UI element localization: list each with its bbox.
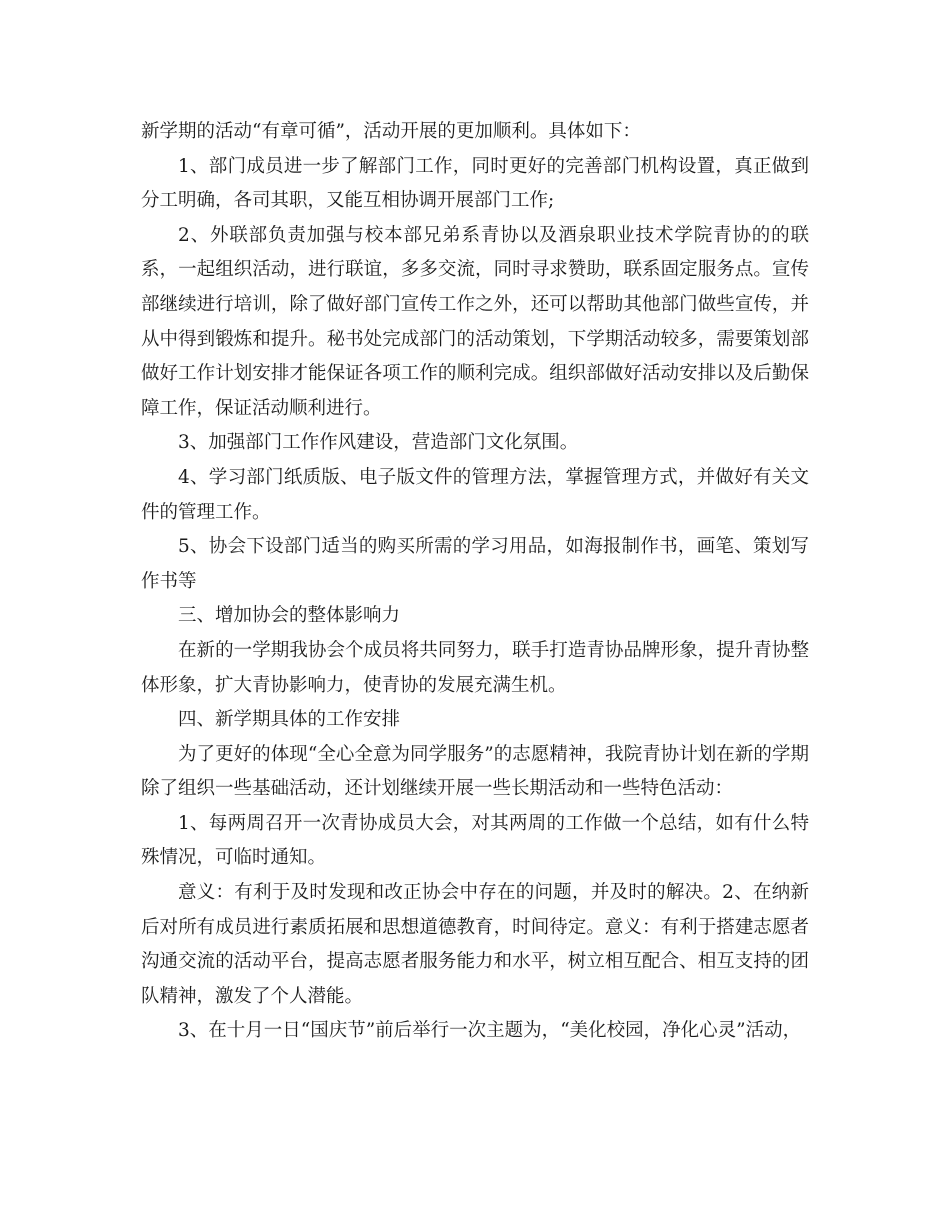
paragraph: 新学期的活动“有章可循”，活动开展的更加顺利。具体如下：: [141, 121, 641, 142]
paragraph: 3、在十月一日“国庆节”前后举行一次主题为，“美化校园，净化心灵”活动，: [178, 1020, 802, 1042]
document-body: [141, 115, 809, 1049]
paragraph: 1、每两周召开一次青协成员大会，对其两周的工作做一个总结，如有什么特殊情况，可临时通知。: [141, 812, 809, 869]
paragraph: 意义：有利于及时发现和改正协会中存在的问题，并及时的解决。2、在纳新后对所有成员进行素质拓展和思想道德教育，时间待定。意义：有利于搭建志愿者沟通交流的活动平台，提高志愿者服务能力和水平，树立相互配合、相互支持的团队精神，激发了个人潜能。: [141, 882, 809, 1007]
paragraph: 4、学习部门纸质版、电子版文件的管理方法，掌握管理方式，并做好有关文件的管理工作。: [141, 466, 809, 523]
paragraph: 1、部门成员进一步了解部门工作，同时更好的完善部门机构设置，真正做到分工明确，各司其职，又能互相协调开展部门工作;: [141, 155, 809, 212]
paragraph: 为了更好的体现“全心全意为同学服务”的志愿精神，我院青协计划在新的学期除了组织一些基础活动，还计划继续开展一些长期活动和一些特色活动：: [141, 743, 809, 800]
section-heading: 四、新学期具体的工作安排: [178, 709, 401, 731]
paragraph: 5、协会下设部门适当的购买所需的学习用品，如海报制作书，画笔、策划写作书等: [141, 536, 809, 592]
section-heading: 三、增加协会的整体影响力: [178, 605, 401, 627]
paragraph: 3、加强部门工作作风建设，营造部门文化氛围。: [178, 432, 579, 454]
paragraph: 2、外联部负责加强与校本部兄弟系青协以及酒泉职业技术学院青协的的联系，一起组织活动，进行联谊，多多交流，同时寻求赞助，联系固定服务点。宣传部继续进行培训，除了做好部门宣传工作之外，还可以帮助其他部门做些宣传，并从中得到锻炼和提升。秘书处完成部门的活动策划，下学期活动较多，需要策划部做好工作计划安排才能保证各项工作的顺利完成。组织部做好活动安排以及后勤保障工作，保证活动顺利进行。: [141, 224, 809, 419]
paragraph: 在新的一学期我协会个成员将共同努力，联手打造青协品牌形象，提升青协整体形象，扩大青协影响力，使青协的发展充满生机。: [141, 639, 809, 696]
